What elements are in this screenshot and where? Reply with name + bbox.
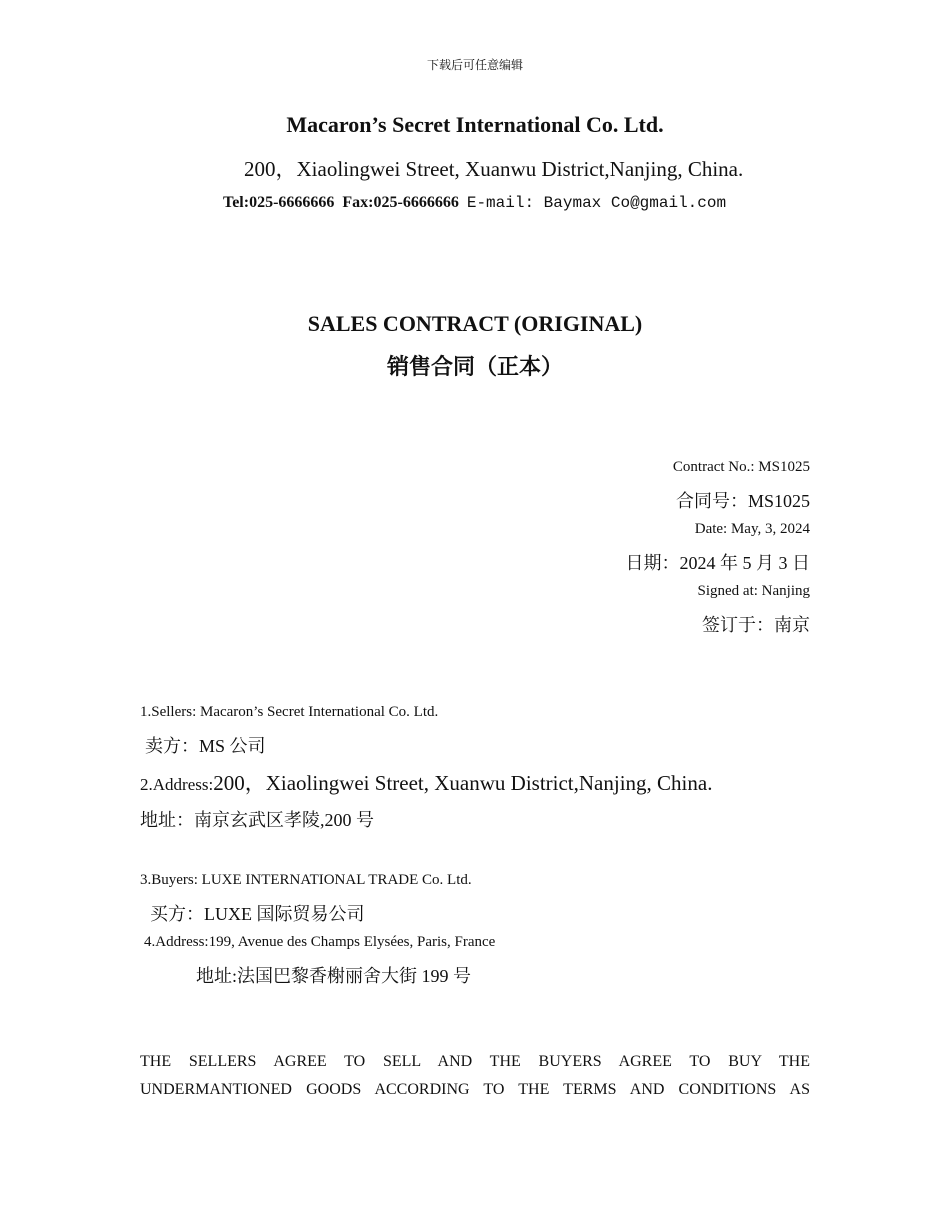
company-address: 200，Xiaolingwei Street, Xuanwu District,Nanjing, China.: [244, 157, 744, 181]
company-name: Macaron’s Secret International Co. Ltd.: [286, 112, 664, 137]
header-note: 下载后可任意编辑: [426, 58, 523, 72]
contract-title-en: SALES CONTRACT (ORIGINAL): [307, 311, 643, 336]
signed-place-en: Signed at: Nanjing: [697, 583, 810, 599]
contract-number-cn: 合同号：MS1025: [675, 491, 810, 511]
seller-address-en: [140, 767, 712, 797]
contact-tel: Tel:025-6666666: [223, 194, 335, 211]
contact-email: E-mail: Baymax Co@gmail.com: [466, 194, 727, 212]
buyer-address-cn: 地址:法国巴黎香榭丽舍大街 199 号: [196, 966, 471, 986]
company-contact: [223, 194, 726, 212]
contract-date-cn: 日期：2024 年 5 月 3 日: [625, 553, 810, 573]
buyer-address-en: 4.Address:199, Avenue des Champs Elysées, Paris, France: [144, 934, 496, 950]
seller-address-cn: 地址：南京玄武区孝陵,200 号: [140, 810, 374, 830]
seller-address-label: 2.Address:: [140, 775, 214, 794]
signed-place-cn: 签订于：南京: [702, 615, 810, 635]
seller-address-value: 200，Xiaolingwei Street, Xuanwu District,Nanjing, China.: [213, 771, 713, 795]
agreement-paragraph: THE SELLERS AGREE TO SELL AND THE BUYERS AGREE TO BUY THE UNDERMANTIONED GOODS ACCORDING TO THE TERMS AND CONDITIONS AS: [140, 1053, 810, 1098]
contract-number-en: Contract No.: MS1025: [672, 459, 810, 475]
sellers-cn: 卖方：MS 公司: [145, 736, 266, 756]
contract-title-cn: 销售合同（正本）: [386, 355, 563, 380]
buyers-en: 3.Buyers: LUXE INTERNATIONAL TRADE Co. Ltd.: [140, 872, 472, 888]
buyers-cn: 买方：LUXE 国际贸易公司: [150, 904, 365, 924]
sellers-en: 1.Sellers: Macaron’s Secret International Co. Ltd.: [140, 704, 439, 720]
contract-date-en: Date: May, 3, 2024: [694, 521, 810, 537]
contact-fax: Fax:025-6666666: [342, 194, 459, 211]
